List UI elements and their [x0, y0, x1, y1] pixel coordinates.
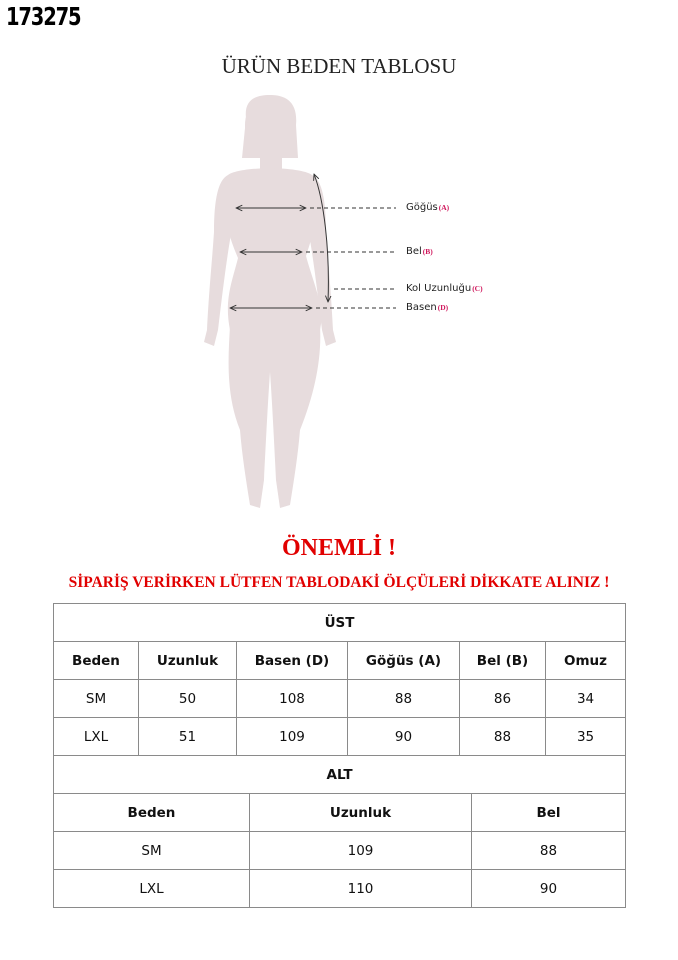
- important-heading: ÖNEMLİ !: [282, 535, 396, 561]
- sleeve-label: Kol Uzunluğu(C): [406, 283, 483, 294]
- table-cell: 109: [250, 832, 472, 870]
- table-cell: SM: [54, 680, 139, 718]
- table-cell: LXL: [54, 870, 250, 908]
- table-row: [54, 832, 626, 870]
- header-cell: Uzunluk: [139, 642, 237, 680]
- table-header-row: [54, 642, 626, 680]
- body-silhouette: [204, 95, 336, 508]
- waist-label: Bel(B): [406, 246, 433, 257]
- table-cell: 90: [472, 870, 626, 908]
- table-title: ÜST: [54, 604, 626, 642]
- top-size-table: [53, 603, 626, 756]
- table-row: [54, 680, 626, 718]
- header-cell: Beden: [54, 642, 139, 680]
- table-header-row: [54, 794, 626, 832]
- product-code: 173275: [6, 2, 81, 31]
- table-cell: 88: [472, 832, 626, 870]
- table-row: [54, 718, 626, 756]
- table-cell: 34: [546, 680, 626, 718]
- header-cell: Basen (D): [237, 642, 348, 680]
- page-title: ÜRÜN BEDEN TABLOSU: [221, 54, 457, 78]
- table-row: [54, 870, 626, 908]
- table-cell: 88: [348, 680, 460, 718]
- hip-label: Basen(D): [406, 302, 449, 313]
- table-cell: 51: [139, 718, 237, 756]
- table-cell: 88: [460, 718, 546, 756]
- warning-text: SİPARİŞ VERİRKEN LÜTFEN TABLODAKİ ÖLÇÜLERİ DİKKATE ALINIZ !: [68, 574, 610, 591]
- table-cell: 108: [237, 680, 348, 718]
- table-title: ALT: [54, 756, 626, 794]
- header-cell: Bel: [472, 794, 626, 832]
- header-cell: Beden: [54, 794, 250, 832]
- header-cell: Göğüs (A): [348, 642, 460, 680]
- table-cell: 86: [460, 680, 546, 718]
- table-cell: 50: [139, 680, 237, 718]
- table-cell: 109: [237, 718, 348, 756]
- table-cell: LXL: [54, 718, 139, 756]
- header-cell: Omuz: [546, 642, 626, 680]
- chest-label: Göğüs(A): [406, 202, 450, 213]
- table-cell: 90: [348, 718, 460, 756]
- table-cell: 35: [546, 718, 626, 756]
- table-cell: SM: [54, 832, 250, 870]
- table-cell: 110: [250, 870, 472, 908]
- header-cell: Uzunluk: [250, 794, 472, 832]
- bottom-size-table: [53, 755, 626, 908]
- header-cell: Bel (B): [460, 642, 546, 680]
